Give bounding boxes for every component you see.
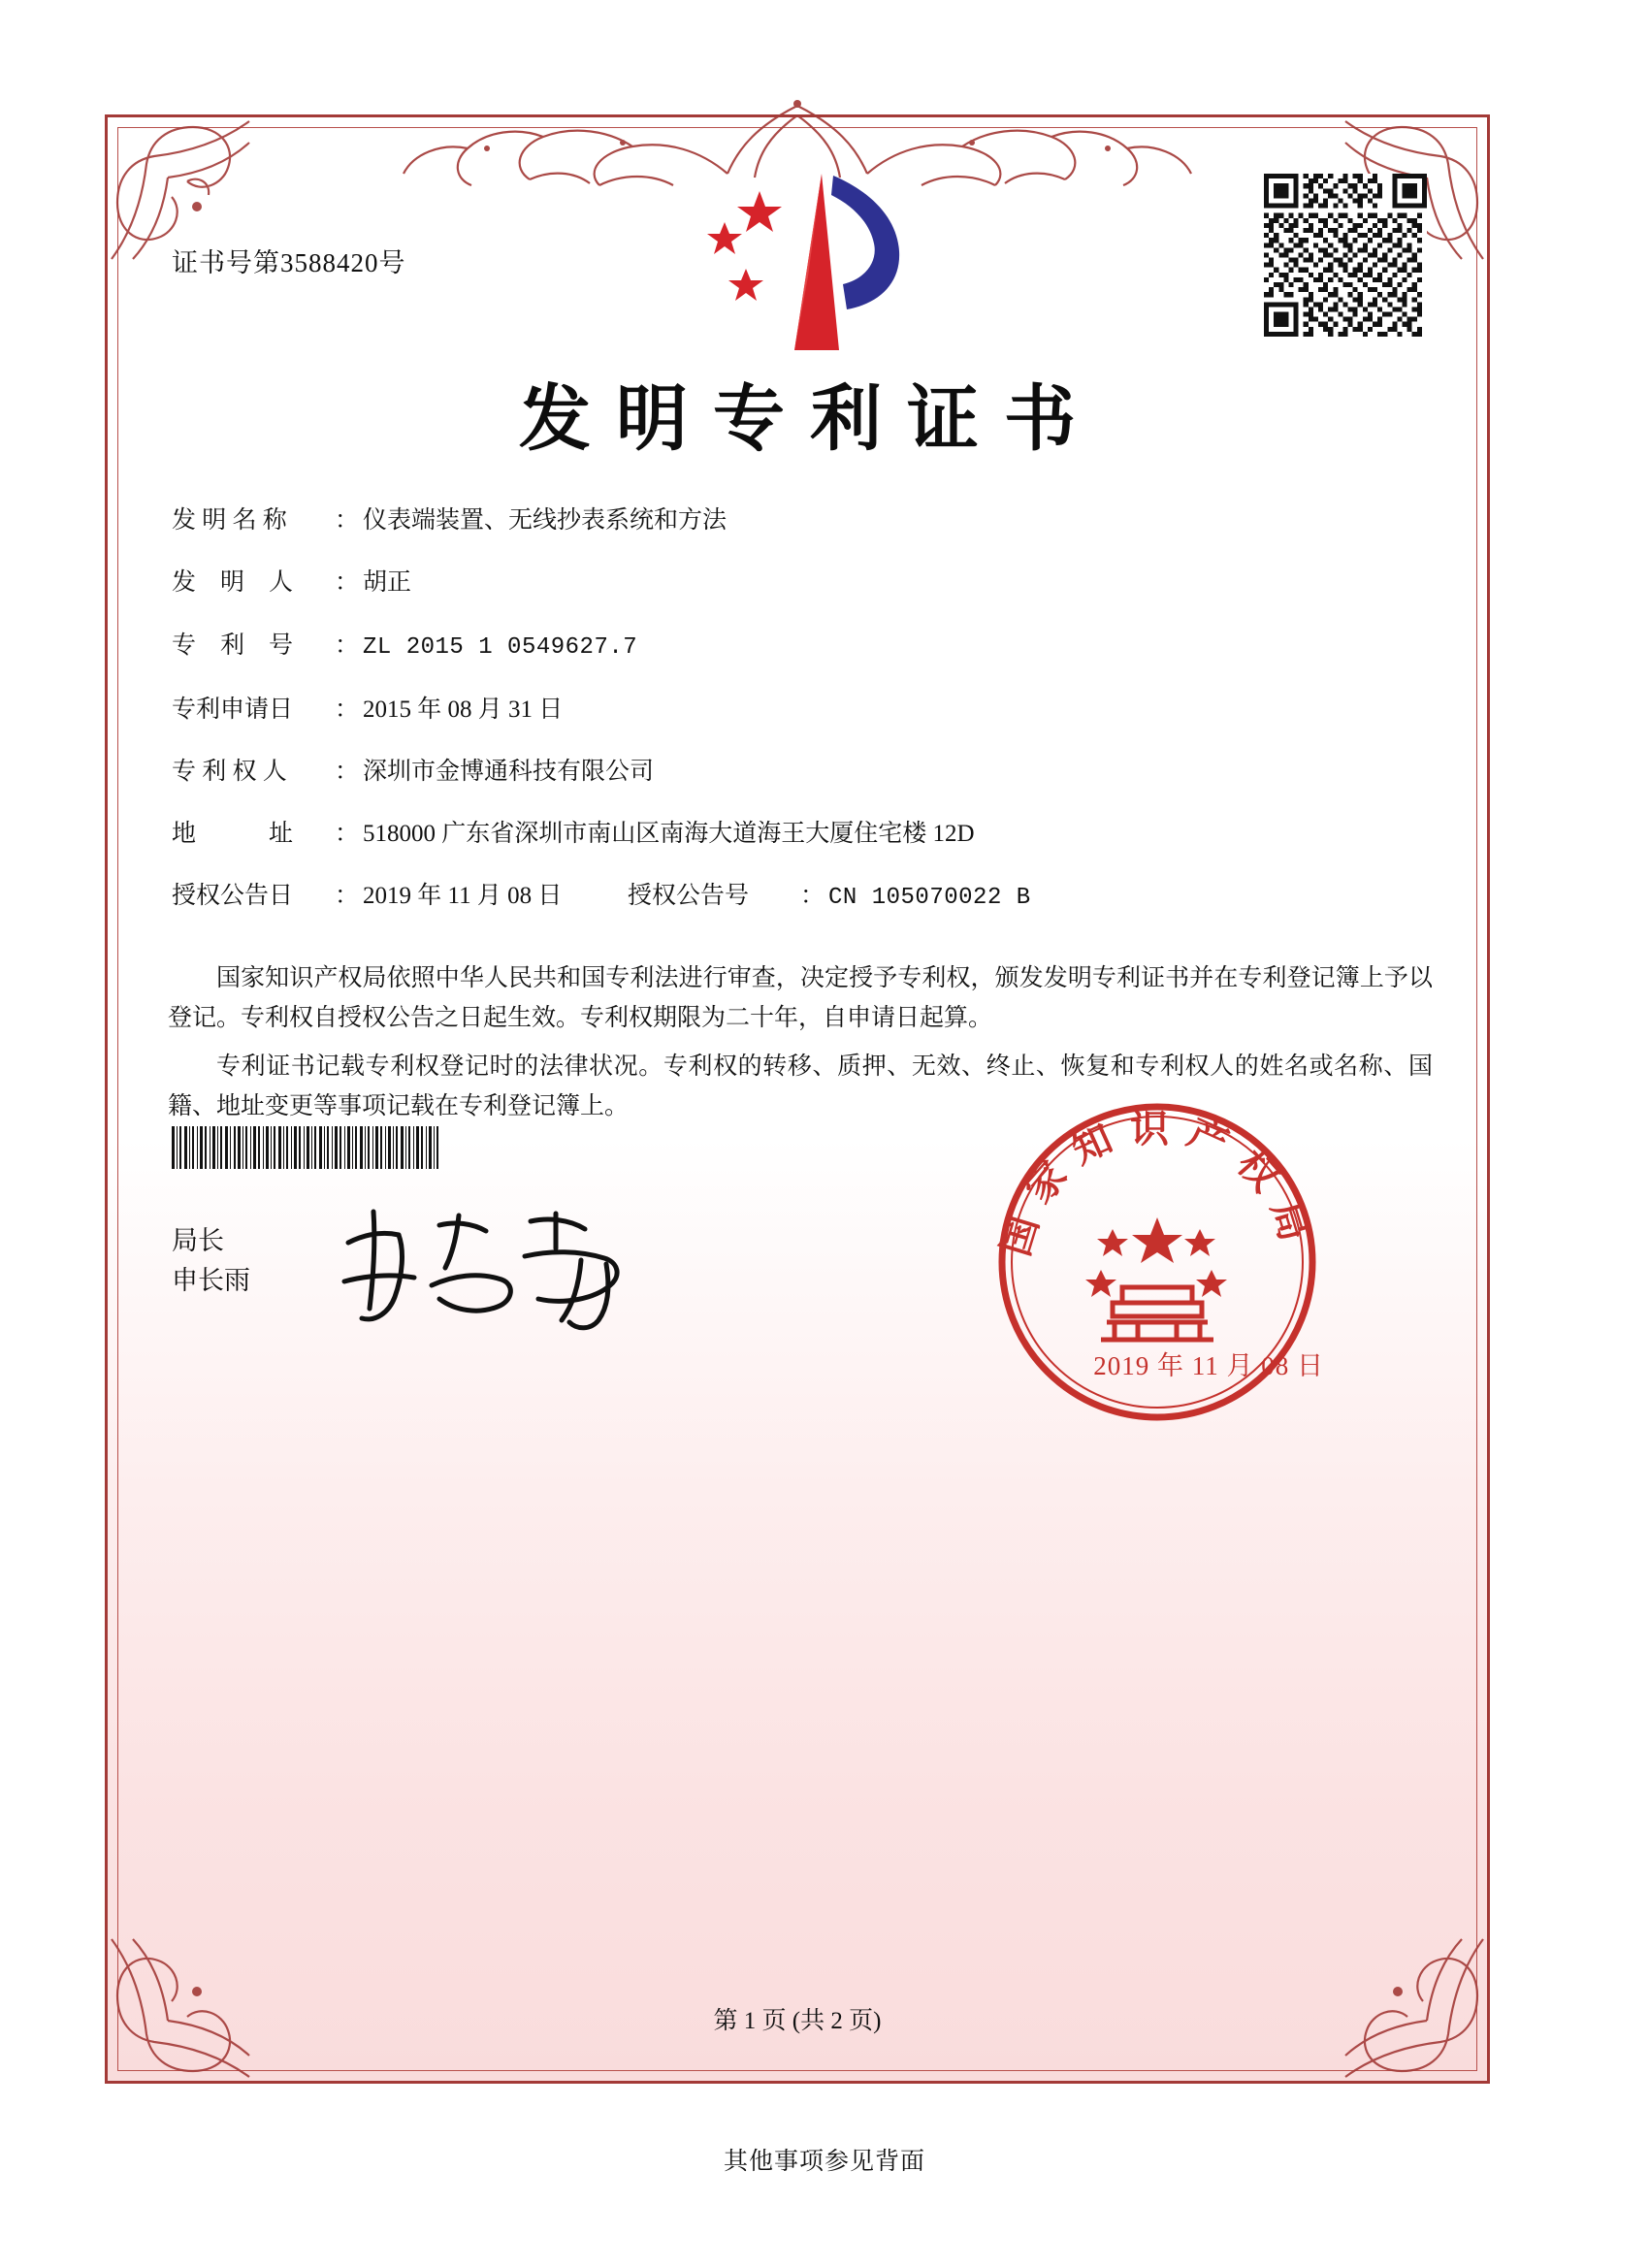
certificate-number: 证书号第3588420号 bbox=[172, 248, 406, 277]
field-separator: ： bbox=[335, 569, 360, 597]
field-label: 授权公告日 bbox=[172, 883, 294, 910]
field-value: CN 105070022 B bbox=[828, 885, 1031, 912]
field-value: 胡正 bbox=[363, 569, 412, 597]
director-label: 局长 bbox=[172, 1226, 224, 1255]
field-invention-name bbox=[172, 505, 1429, 535]
field-value: 2015 年 08 月 31 日 bbox=[363, 696, 564, 723]
paragraph-registry: 专利证书记载专利权登记时的法律状况。专利权的转移、质押、无效、终止、恢复和专利权人的姓名或名称、国籍、地址变更等事项记载在专利登记簿上。 bbox=[168, 1053, 1433, 1119]
field-inventor bbox=[172, 567, 1429, 598]
paragraph-grant: 国家知识产权局依照中华人民共和国专利法进行审查，决定授予专利权，颁发发明专利证书并在专利登记簿上予以登记。专利权自授权公告之日起生效。专利权期限为二十年，自申请日起算。 bbox=[168, 965, 1433, 1031]
field-label: 发 明 人 bbox=[172, 569, 294, 597]
field-grant-date bbox=[172, 881, 628, 911]
cnipa-logo-icon bbox=[690, 168, 942, 362]
field-list bbox=[172, 505, 1429, 945]
page-number: 第 1 页 (共 2 页) bbox=[713, 2008, 882, 2034]
field-separator: ： bbox=[335, 507, 360, 534]
field-label: 地 址 bbox=[172, 821, 294, 847]
seal-date: 2019 年 11 月 08 日 bbox=[1093, 1351, 1324, 1380]
field-label: 专 利 权 人 bbox=[172, 758, 287, 785]
field-label: 授权公告号 bbox=[628, 883, 750, 910]
handwritten-signature-icon bbox=[331, 1192, 651, 1338]
field-patent-number bbox=[172, 631, 1429, 663]
qr-code-icon bbox=[1264, 174, 1427, 337]
field-separator: ： bbox=[335, 758, 360, 785]
field-address bbox=[172, 819, 1429, 849]
field-label: 专 利 号 bbox=[172, 632, 294, 659]
certificate-frame bbox=[105, 114, 1490, 2084]
field-grant-number bbox=[628, 881, 1429, 913]
field-separator: ： bbox=[800, 883, 825, 910]
field-value: 深圳市金博通科技有限公司 bbox=[363, 758, 655, 785]
field-separator: ： bbox=[335, 883, 360, 910]
field-grant-row bbox=[172, 881, 1429, 913]
barcode-icon bbox=[172, 1126, 463, 1169]
field-label: 发 明 名 称 bbox=[172, 507, 287, 534]
svg-text:国家知识产权局: 国家知识产权局 bbox=[992, 1106, 1322, 1262]
field-label: 专利申请日 bbox=[172, 696, 294, 723]
page-title: 发明专利证书 bbox=[519, 377, 1101, 461]
field-patentee bbox=[172, 757, 1429, 787]
field-separator: ： bbox=[335, 632, 360, 659]
field-separator: ： bbox=[335, 821, 360, 847]
field-application-date bbox=[172, 695, 1429, 725]
field-value: 2019 年 11 月 08 日 bbox=[363, 883, 563, 910]
field-separator: ： bbox=[335, 696, 360, 723]
field-value: 仪表端装置、无线抄表系统和方法 bbox=[363, 507, 728, 534]
director-name: 申长雨 bbox=[172, 1265, 250, 1295]
field-value: 518000 广东省深圳市南山区南海大道海王大厦住宅楼 12D bbox=[363, 821, 975, 847]
field-value: ZL 2015 1 0549627.7 bbox=[363, 633, 638, 661]
footer-note: 其他事项参见背面 bbox=[723, 2149, 925, 2175]
signature-block bbox=[172, 1221, 250, 1300]
